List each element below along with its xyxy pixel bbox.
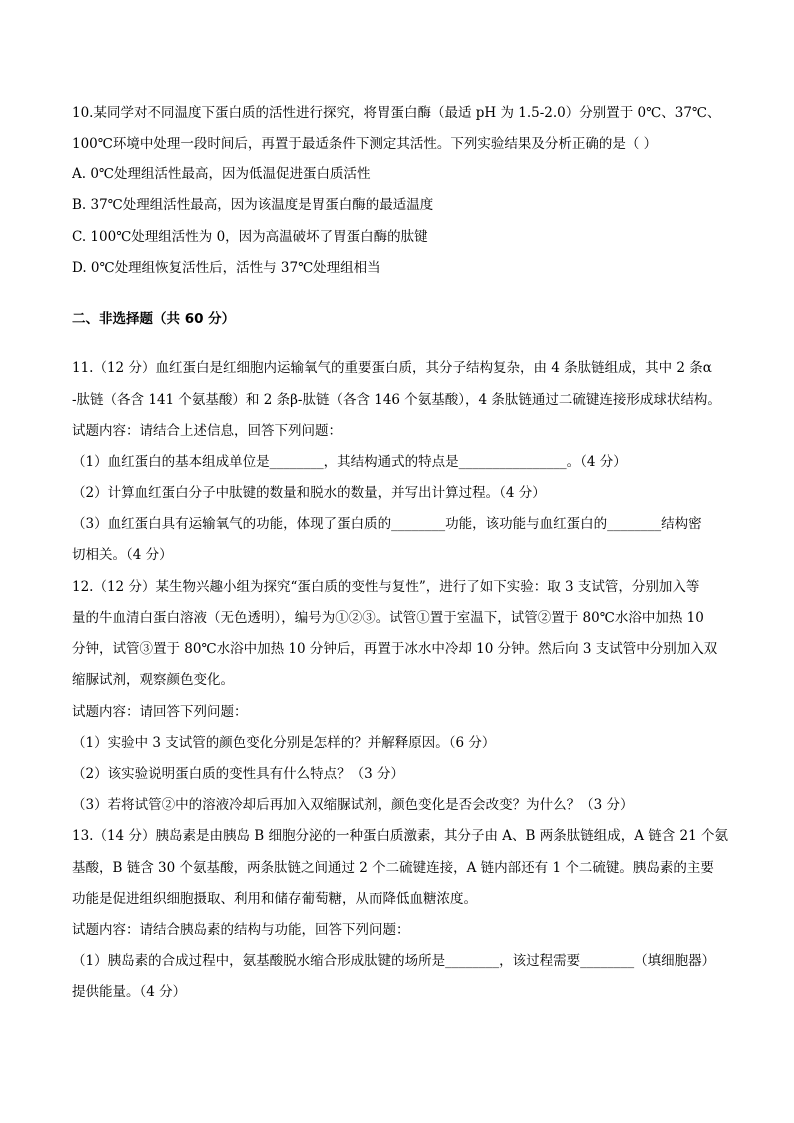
q11-line-4: （1）血红蛋白的基本组成单位是________，其结构通式的特点是________________。（4 分） xyxy=(72,454,627,470)
q12-line-5: 试题内容：请回答下列问题： xyxy=(72,704,248,720)
q10-option-b: B. 37℃处理组活性最高，因为该温度是胃蛋白酶的最适温度 xyxy=(72,197,434,213)
q10-stem-line-1: 10.某同学对不同温度下蛋白质的活性进行探究，将胃蛋白酶（最适 pH 为 1.5-2.0）分别置于 0℃、37℃、 xyxy=(72,105,721,121)
q12-line-3: 分钟，试管③置于 80℃水浴中加热 10 分钟后，再置于冰水中冷却 10 分钟。然后向 3 支试管中分别加入双 xyxy=(72,641,718,657)
q12-line-4: 缩脲试剂，观察颜色变化。 xyxy=(72,672,234,688)
q12-line-1: 12.（12 分）某生物兴趣小组为探究“蛋白质的变性与复性”，进行了如下实验：取 3 支试管，分别加入等 xyxy=(72,579,700,595)
q12-line-7: （2）该实验说明蛋白质的变性具有什么特点？（3 分） xyxy=(72,766,404,782)
q11-line-2: -肽链（各含 141 个氨基酸）和 2 条β-肽链（各含 146 个氨基酸），4 条肽链通过二硫键连接形成球状结构。 xyxy=(72,392,721,408)
q10-stem-line-2: 100℃环境中处理一段时间后，再置于最适条件下测定其活性。下列实验结果及分析正确的是（ ） xyxy=(72,136,658,152)
q12-line-2: 量的牛血清白蛋白溶液（无色透明），编号为①②③。试管①置于室温下，试管②置于 80℃水浴中加热 10 xyxy=(72,610,704,626)
q11-line-5: （2）计算血红蛋白分子中肽键的数量和脱水的数量，并写出计算过程。（4 分） xyxy=(72,485,546,501)
q13-line-2: 基酸，B 链含 30 个氨基酸，两条肽链之间通过 2 个二硫键连接，A 链内部还有 1 个二硫键。胰岛素的主要 xyxy=(72,860,714,876)
section-2-title: 二、非选择题（共 60 分） xyxy=(72,311,236,327)
q12-line-6: （1）实验中 3 支试管的颜色变化分别是怎样的？并解释原因。（6 分） xyxy=(72,735,496,751)
q13-line-3: 功能是促进组织细胞摄取、利用和储存葡萄糖，从而降低血糖浓度。 xyxy=(72,891,477,907)
q11-line-7: 切相关。（4 分） xyxy=(72,547,173,563)
q12-line-8: （3）若将试管②中的溶液冷却后再加入双缩脲试剂，颜色变化是否会改变？为什么？（3 分） xyxy=(72,797,634,813)
q11-line-3: 试题内容：请结合上述信息，回答下列问题： xyxy=(72,423,342,439)
q13-line-4: 试题内容：请结合胰岛素的结构与功能，回答下列问题： xyxy=(72,922,410,938)
q10-option-c: C. 100℃处理组活性为 0，因为高温破坏了胃蛋白酶的肽键 xyxy=(72,229,428,245)
q10-option-a: A. 0℃处理组活性最高，因为低温促进蛋白质活性 xyxy=(72,166,371,182)
q13-line-6: 提供能量。（4 分） xyxy=(72,984,187,1000)
q11-line-1: 11.（12 分）血红蛋白是红细胞内运输氧气的重要蛋白质，其分子结构复杂，由 4 条肽链组成，其中 2 条α xyxy=(72,360,712,376)
q13-line-5: （1）胰岛素的合成过程中，氨基酸脱水缩合形成肽键的场所是________，该过程需要________（填细胞器） xyxy=(72,953,716,969)
q11-line-6: （3）血红蛋白具有运输氧气的功能，体现了蛋白质的________功能，该功能与血红蛋白的________结构密 xyxy=(72,516,702,532)
q10-option-d: D. 0℃处理组恢复活性后，活性与 37℃处理组相当 xyxy=(72,260,381,276)
q13-line-1: 13.（14 分）胰岛素是由胰岛 B 细胞分泌的一种蛋白质激素，其分子由 A、B 两条肽链组成，A 链含 21 个氨 xyxy=(72,828,728,844)
